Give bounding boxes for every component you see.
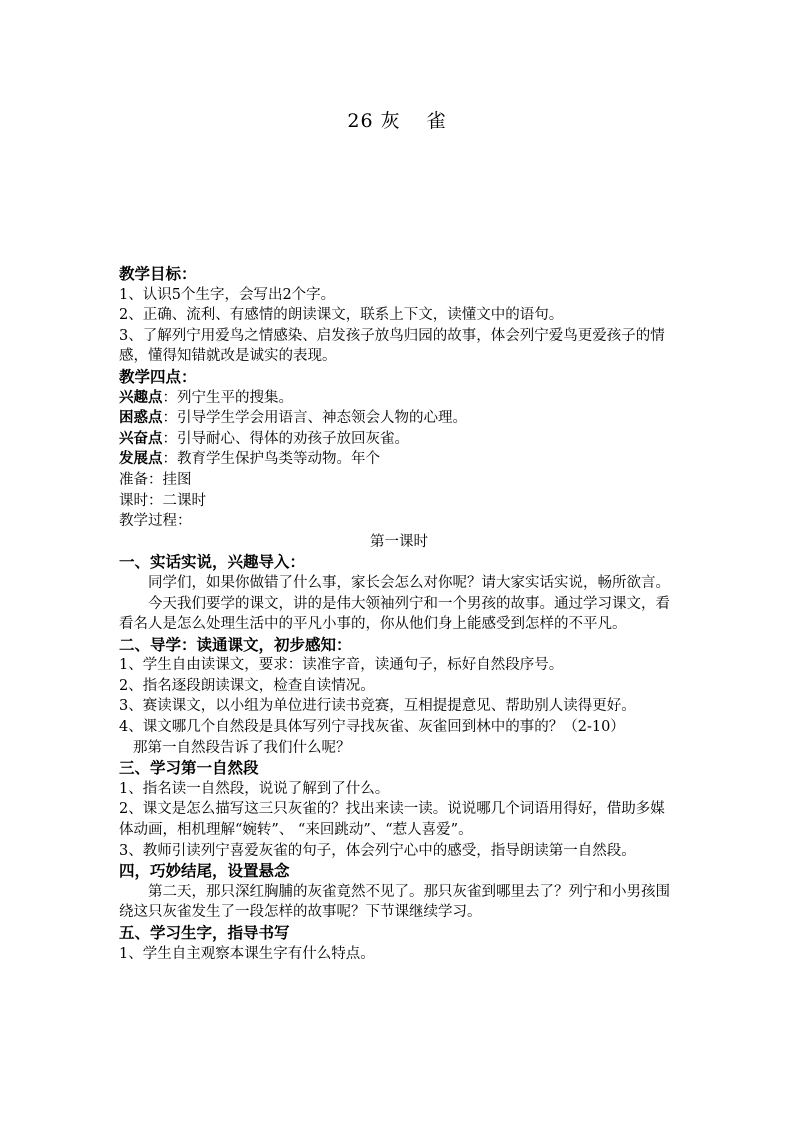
point-item <box>119 388 679 409</box>
point-item <box>119 408 679 429</box>
section-heading: 五、学习生字，指导书写 <box>119 923 290 942</box>
section-item: 1、学生自主观察本课生字有什么特点。 <box>119 945 375 962</box>
process-line: 教学过程： <box>119 513 192 530</box>
objective-item: 3、了解列宁用爱鸟之情感染、启发孩子放鸟归园的故事，体会列宁爱鸟更爱孩子的情感，懂得知错就改是诚实的表现。 <box>119 327 665 365</box>
section-heading: 三、学习第一自然段 <box>119 758 259 778</box>
document-body <box>119 264 679 964</box>
section-paragraph: 今天我们要学的课文，讲的是伟大领袖列宁和一个男孩的故事。通过学习课文，看看名人是怎么处理生活中的平凡小事的，你从他们身上能感受到怎样的不平凡。 <box>119 595 670 633</box>
section-heading: 四，巧妙结尾，设置悬念 <box>119 861 290 881</box>
point-text: ：教育学生保护鸟类等动物。年个 <box>162 451 380 468</box>
lesson-title <box>0 106 794 133</box>
section-subline: 那第一自然段告诉了我们什么呢？ <box>133 739 351 756</box>
section-heading: 二、导学：读通课文，初步感知： <box>119 634 352 654</box>
section-item: 2、课文是怎么描写这三只灰雀的？找出来读一读。说说哪几个词语用得好，借助多媒体动画，相机理解“婉转”、 “来回跳动”、“惹人喜爱”。 <box>119 801 665 839</box>
point-text: ：引导耐心、得体的劝孩子放回灰雀。 <box>162 430 409 447</box>
title-number: 26 <box>347 110 374 132</box>
section-paragraph: 第二天，那只深红胸脯的灰雀竟然不见了。那只灰雀到哪里去了？列宁和小男孩围绕这只灰雀发生了一段怎样的故事呢？下节课继续学习。 <box>119 883 670 921</box>
section-item: 3、教师引读列宁喜爱灰雀的句子，体会列宁心中的感受，指导朗读第一自然段。 <box>119 842 636 859</box>
points-heading: 教学四点： <box>119 366 197 386</box>
point-item <box>119 429 679 450</box>
section-item: 2、指名逐段朗读课文，检查自读情况。 <box>119 677 375 694</box>
objective-item: 1、认识5个生字，会写出2个字。 <box>119 286 336 303</box>
title-char-1: 灰 <box>380 110 401 132</box>
point-text: ：列宁生平的搜集。 <box>162 389 293 406</box>
section-item: 1、学生自由读课文，要求：读准字音，读通句子，标好自然段序号。 <box>119 657 564 674</box>
section-heading: 一、实话实说，兴趣导入： <box>119 552 306 572</box>
title-char-2: 雀 <box>426 110 447 132</box>
section-paragraph: 同学们，如果你做错了什么事，家长会怎么对你呢？请大家实话实说，畅所欲言。 <box>148 574 670 591</box>
point-label: 兴奋点 <box>119 429 163 447</box>
hours-line: 课时：二课时 <box>119 492 206 509</box>
prep-line: 准备：挂图 <box>119 471 192 488</box>
section-item: 1、指名读一自然段，说说了解到了什么。 <box>119 780 390 797</box>
lesson-section-title: 第一课时 <box>370 533 428 550</box>
objectives-heading: 教学目标： <box>119 264 197 283</box>
point-item <box>119 449 679 470</box>
point-text: ：引导学生学会用语言、神态领会人物的心理。 <box>162 410 467 427</box>
section-item: 4、课文哪几个自然段是具体写列宁寻找灰雀、灰雀回到林中的事的？（2-10） <box>119 719 625 736</box>
point-label: 困惑点 <box>119 409 163 427</box>
section-item: 3、赛读课文，以小组为单位进行读书竞赛，互相提提意见、帮助别人读得更好。 <box>119 698 636 715</box>
objective-item: 2、正确、流利、有感情的朗读课文，联系上下文，读懂文中的语句。 <box>119 307 564 324</box>
point-label: 兴趣点 <box>119 388 163 406</box>
point-label: 发展点 <box>119 450 163 468</box>
